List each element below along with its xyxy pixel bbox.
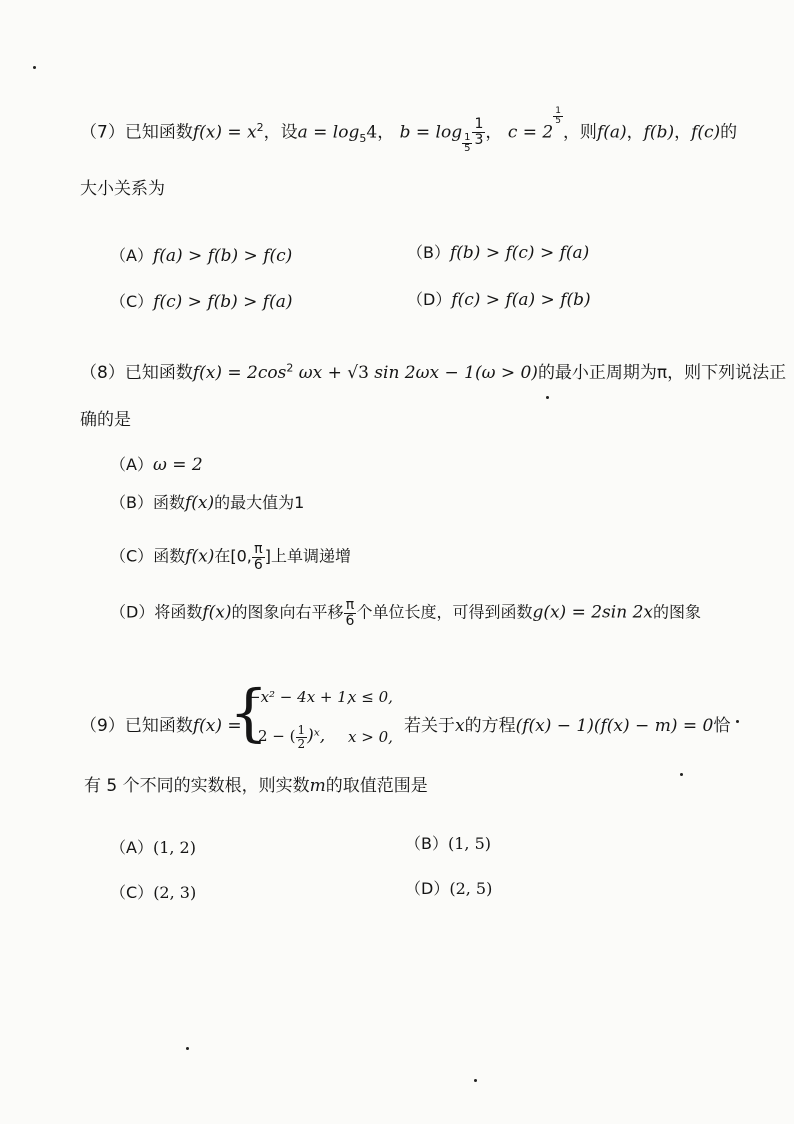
option-text: ]上单调递增: [264, 546, 352, 566]
q7-line2: 大小关系为: [80, 179, 165, 199]
scan-speck: [186, 1047, 189, 1050]
option-text: ω = 2: [152, 455, 203, 475]
q7-c-exp: $\frac{1}{5}$: [555, 106, 561, 127]
q7-b-frac: $\frac{1}{3}$: [474, 116, 484, 148]
q9-text: 已知函数: [124, 716, 193, 736]
q9-var: x: [455, 716, 465, 736]
q7-number: （7）: [80, 122, 125, 143]
option-text: (2, 5): [449, 879, 493, 898]
option-label: （B）: [110, 493, 153, 512]
q9-case2-expr: [258, 724, 325, 750]
q9-text: 有 5 个不同的实数根，则实数: [84, 776, 310, 796]
q7-line1: [80, 107, 737, 155]
q7-sep: ，: [485, 122, 503, 143]
q7-fb: f(b): [643, 122, 675, 143]
q9-brace: {: [229, 676, 269, 749]
option-text: (1, 2): [152, 838, 196, 857]
q7-a-base: 5: [359, 131, 367, 145]
q8-line2: 确的是: [80, 410, 131, 430]
q8-text: 的最小正周期为π，则下列说法正: [537, 363, 787, 383]
option-text: 个单位长度，可得到函数: [356, 602, 533, 622]
option-text: 函数: [153, 546, 186, 566]
q9-case2-frac: $\frac{1}{2}$: [297, 723, 306, 751]
option-fx: f(x): [185, 493, 215, 513]
scan-speck: [680, 773, 683, 776]
option-label: （B）: [407, 243, 450, 262]
q7-sep: ，: [377, 122, 395, 143]
q8-option-c[interactable]: [110, 542, 351, 572]
q9-option-d[interactable]: [405, 876, 492, 899]
q7-fc: f(c): [691, 122, 721, 143]
q7-square: 2: [256, 120, 264, 134]
option-label: （D）: [405, 879, 450, 898]
option-text: 的图象向右平移: [231, 602, 344, 622]
q8-option-d[interactable]: [110, 598, 701, 628]
option-text: f(c) > f(b) > f(a): [153, 292, 293, 312]
q7-a-arg: 4: [366, 122, 378, 143]
q8-line1: [80, 358, 786, 383]
option-text: (1, 5): [447, 834, 491, 853]
option-frac: $\frac{\pi}{6}$: [253, 541, 263, 573]
q8-expr: ωx +: [293, 363, 348, 383]
option-label: （A）: [110, 246, 153, 265]
q9-fx: f(x) =: [192, 716, 242, 736]
q7-fa: f(a): [596, 122, 627, 143]
q9-case2-cond: x > 0,: [348, 728, 393, 746]
q8-option-a[interactable]: [110, 452, 203, 475]
q7-option-a[interactable]: [110, 243, 292, 266]
q7-text: 已知函数: [124, 122, 193, 143]
option-label: （C）: [110, 292, 154, 311]
option-text: f(a) > f(b) > f(c): [152, 246, 293, 266]
option-label: （C）: [110, 546, 154, 566]
q9-number: （9）: [80, 716, 125, 736]
q7-sep: ，: [626, 122, 644, 143]
q9-text: 的方程: [464, 716, 516, 736]
option-text: f(c) > f(a) > f(b): [451, 290, 591, 310]
q8-expr: f(x) = 2cos: [192, 363, 287, 383]
option-text: 函数: [152, 493, 185, 512]
q9-case1-cond: x ≤ 0,: [348, 688, 393, 706]
q7-text: 的: [720, 122, 738, 143]
q8-number: （8）: [80, 363, 125, 383]
q9-case2-post: )ˣ,: [307, 726, 326, 747]
q7-text: ，设: [263, 122, 298, 143]
q9-equation: (f(x) − 1)(f(x) − m) = 0: [515, 716, 714, 736]
q7-text: ，则: [562, 122, 597, 143]
q9-option-a[interactable]: [110, 835, 196, 858]
option-label: （D）: [407, 290, 452, 309]
q9-text: 恰: [713, 716, 731, 736]
scan-speck: [736, 720, 739, 723]
q9-text: 若关于: [404, 716, 455, 736]
q9-text: 的取值范围是: [325, 776, 428, 796]
q7-fx: f(x) = x: [192, 122, 257, 143]
option-label: （A）: [110, 838, 153, 857]
q9-line2: [84, 771, 428, 796]
option-text: 的图象: [652, 602, 701, 622]
q9-var-m: m: [309, 776, 326, 796]
option-fx: f(x): [185, 546, 215, 567]
q9-option-b[interactable]: [405, 831, 491, 854]
q7-option-d[interactable]: [407, 287, 591, 310]
q8-sqrt3: √3: [347, 363, 369, 383]
option-text: f(b) > f(c) > f(a): [449, 243, 590, 263]
q7-b-def: b = log: [399, 122, 463, 143]
q8-expr: sin 2ωx − 1(ω > 0): [368, 363, 538, 383]
option-label: （D）: [110, 602, 155, 622]
option-gx: g(x) = 2sin 2x: [532, 602, 653, 623]
option-label: （C）: [110, 883, 154, 902]
q7-sep: ，: [674, 122, 692, 143]
q7-option-b[interactable]: [407, 240, 589, 263]
option-text: (2, 3): [153, 883, 197, 902]
q7-option-c[interactable]: [110, 289, 293, 312]
q9-option-c[interactable]: [110, 880, 196, 903]
option-fx: f(x): [202, 602, 232, 623]
option-text: 将函数: [154, 602, 203, 622]
q9-case2-pre: 2 − (: [258, 727, 296, 746]
option-frac: $\frac{\pi}{6}$: [345, 597, 355, 629]
option-label: （B）: [405, 834, 448, 853]
q9-prefix: [80, 711, 242, 736]
q9-case1-expr: −x² − 4x + 1,: [248, 688, 352, 706]
scan-speck: [33, 66, 36, 69]
scan-speck: [474, 1079, 477, 1082]
q8-option-b[interactable]: [110, 490, 304, 513]
scan-speck: [546, 396, 549, 399]
q7-a-def: a = log: [297, 122, 360, 143]
q8-text: 已知函数: [124, 363, 193, 383]
q7-b-base: $\frac{1}{5}$: [464, 131, 471, 155]
q8-square: 2: [286, 361, 294, 375]
q7-c-def: c = 2: [507, 122, 554, 143]
option-label: （A）: [110, 455, 153, 474]
option-text: 的最大值为1: [214, 493, 305, 512]
q9-line1-rest: [404, 711, 730, 736]
option-text: 在[0,: [214, 546, 252, 566]
